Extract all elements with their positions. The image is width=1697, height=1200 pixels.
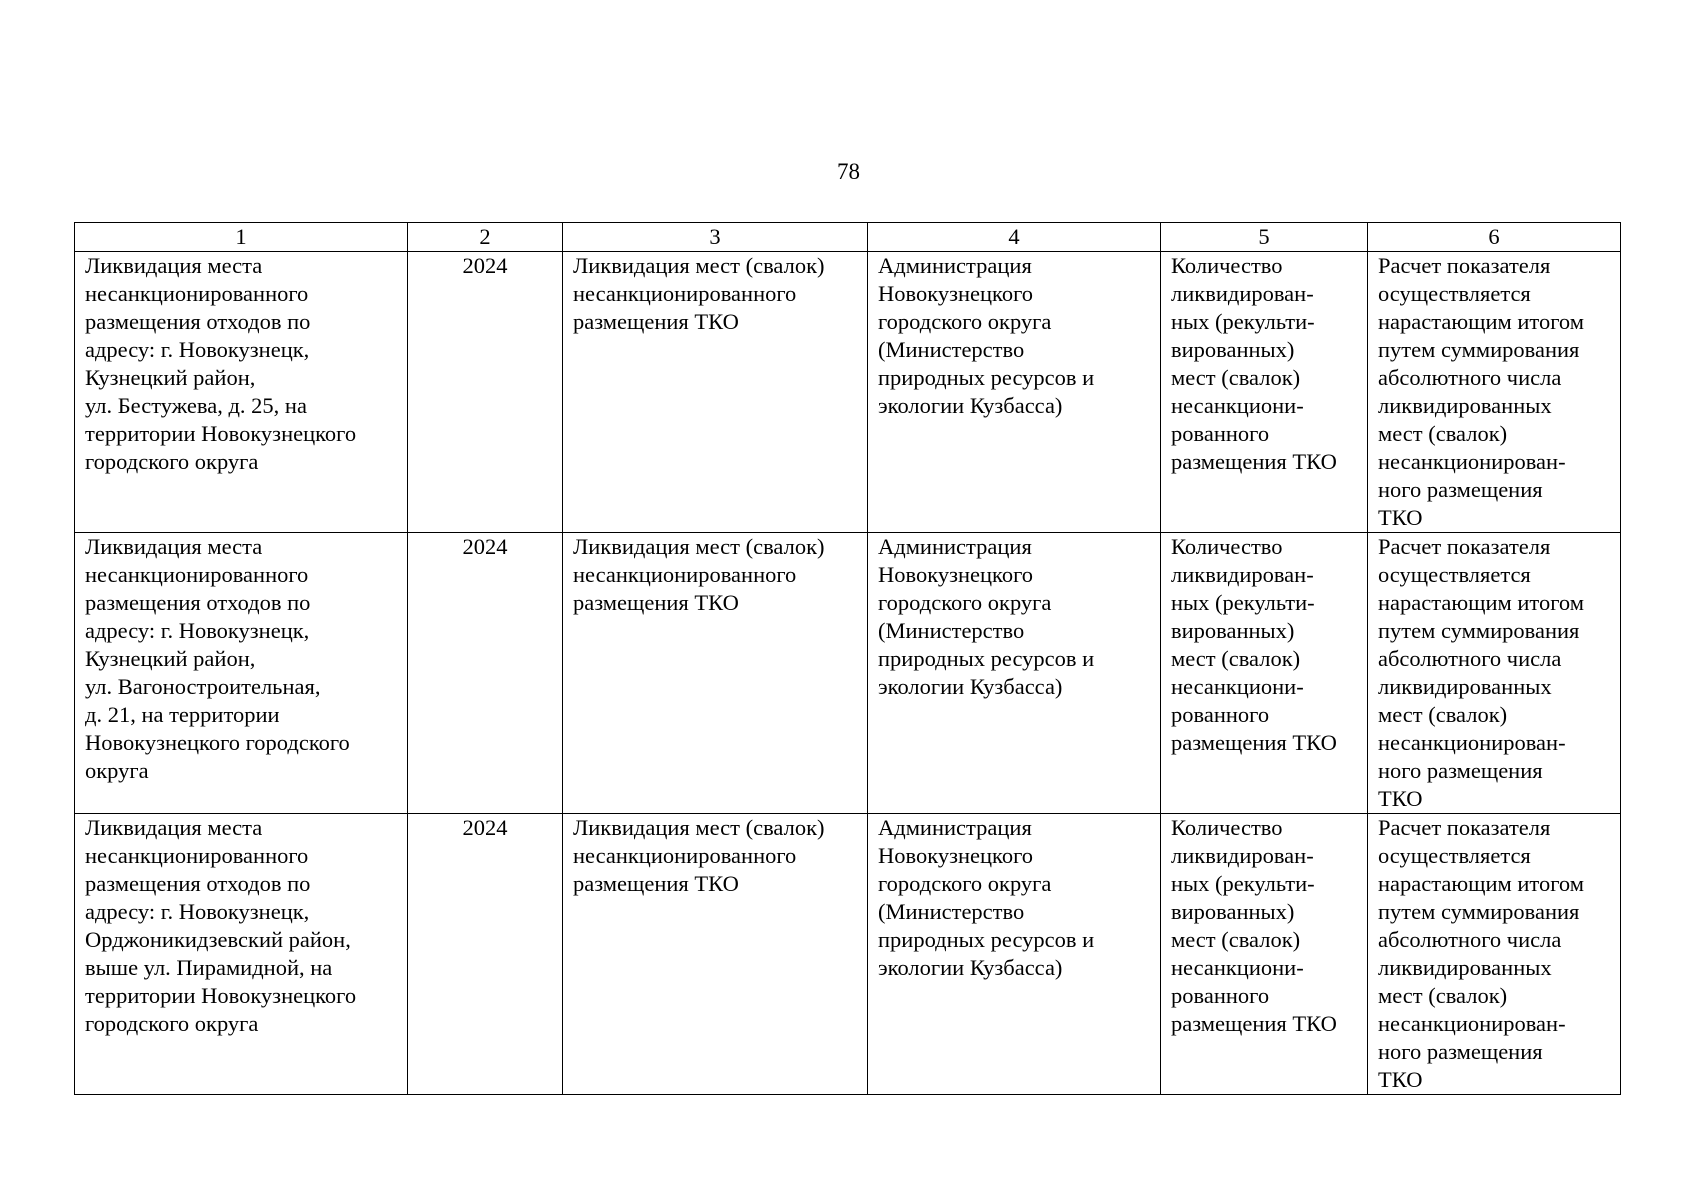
- year-cell: 2024: [408, 533, 563, 814]
- table-row: [75, 533, 1621, 814]
- measure-name-cell: Ликвидация места несанкционированного размещения отходов по адресу: г. Новокузнецк, Кузнецкий район, ул. Вагоностроительная, д. 21, на территории Новокузнецкого городского округа: [75, 533, 408, 814]
- responsible-cell: Администрация Новокузнецкого городского округа (Министерство природных ресурсов и экологии Кузбасса): [868, 252, 1161, 533]
- header-cell: 3: [563, 223, 868, 252]
- responsible-cell: Администрация Новокузнецкого городского округа (Министерство природных ресурсов и экологии Кузбасса): [868, 533, 1161, 814]
- measure-name-cell: Ликвидация места несанкционированного размещения отходов по адресу: г. Новокузнецк, Кузнецкий район, ул. Бестужева, д. 25, на территории Новокузнецкого городского округа: [75, 252, 408, 533]
- indicator-cell: Количество ликвидирован- ных (рекульти- вированных) мест (свалок) несанкциони- рованного размещения ТКО: [1161, 252, 1368, 533]
- year-cell: 2024: [408, 814, 563, 1095]
- responsible-cell: Администрация Новокузнецкого городского округа (Министерство природных ресурсов и экологии Кузбасса): [868, 814, 1161, 1095]
- table-row: [75, 252, 1621, 533]
- header-cell: 5: [1161, 223, 1368, 252]
- calculation-cell: Расчет показателя осуществляется нарастающим итогом путем суммирования абсолютного числа ликвидированных мест (свалок) несанкционирован- ного размещения ТКО: [1368, 252, 1621, 533]
- result-cell: Ликвидация мест (свалок) несанкционированного размещения ТКО: [563, 814, 868, 1095]
- header-cell: 6: [1368, 223, 1621, 252]
- result-cell: Ликвидация мест (свалок) несанкционированного размещения ТКО: [563, 533, 868, 814]
- measure-name-cell: Ликвидация места несанкционированного размещения отходов по адресу: г. Новокузнецк, Орджоникидзевский район, выше ул. Пирамидной, на территории Новокузнецкого городского округа: [75, 814, 408, 1095]
- result-cell: Ликвидация мест (свалок) несанкционированного размещения ТКО: [563, 252, 868, 533]
- header-cell: 1: [75, 223, 408, 252]
- calculation-cell: Расчет показателя осуществляется нарастающим итогом путем суммирования абсолютного числа ликвидированных мест (свалок) несанкционирован- ного размещения ТКО: [1368, 814, 1621, 1095]
- header-cell: 4: [868, 223, 1161, 252]
- calculation-cell: Расчет показателя осуществляется нарастающим итогом путем суммирования абсолютного числа ликвидированных мест (свалок) несанкционирован- ного размещения ТКО: [1368, 533, 1621, 814]
- header-cell: 2: [408, 223, 563, 252]
- table-row: [75, 814, 1621, 1095]
- indicator-cell: Количество ликвидирован- ных (рекульти- вированных) мест (свалок) несанкциони- рованного размещения ТКО: [1161, 814, 1368, 1095]
- indicator-cell: Количество ликвидирован- ных (рекульти- вированных) мест (свалок) несанкциони- рованного размещения ТКО: [1161, 533, 1368, 814]
- page-number: 78: [837, 159, 860, 184]
- table-header-row: [75, 223, 1621, 252]
- measures-table: [74, 222, 1621, 1095]
- year-cell: 2024: [408, 252, 563, 533]
